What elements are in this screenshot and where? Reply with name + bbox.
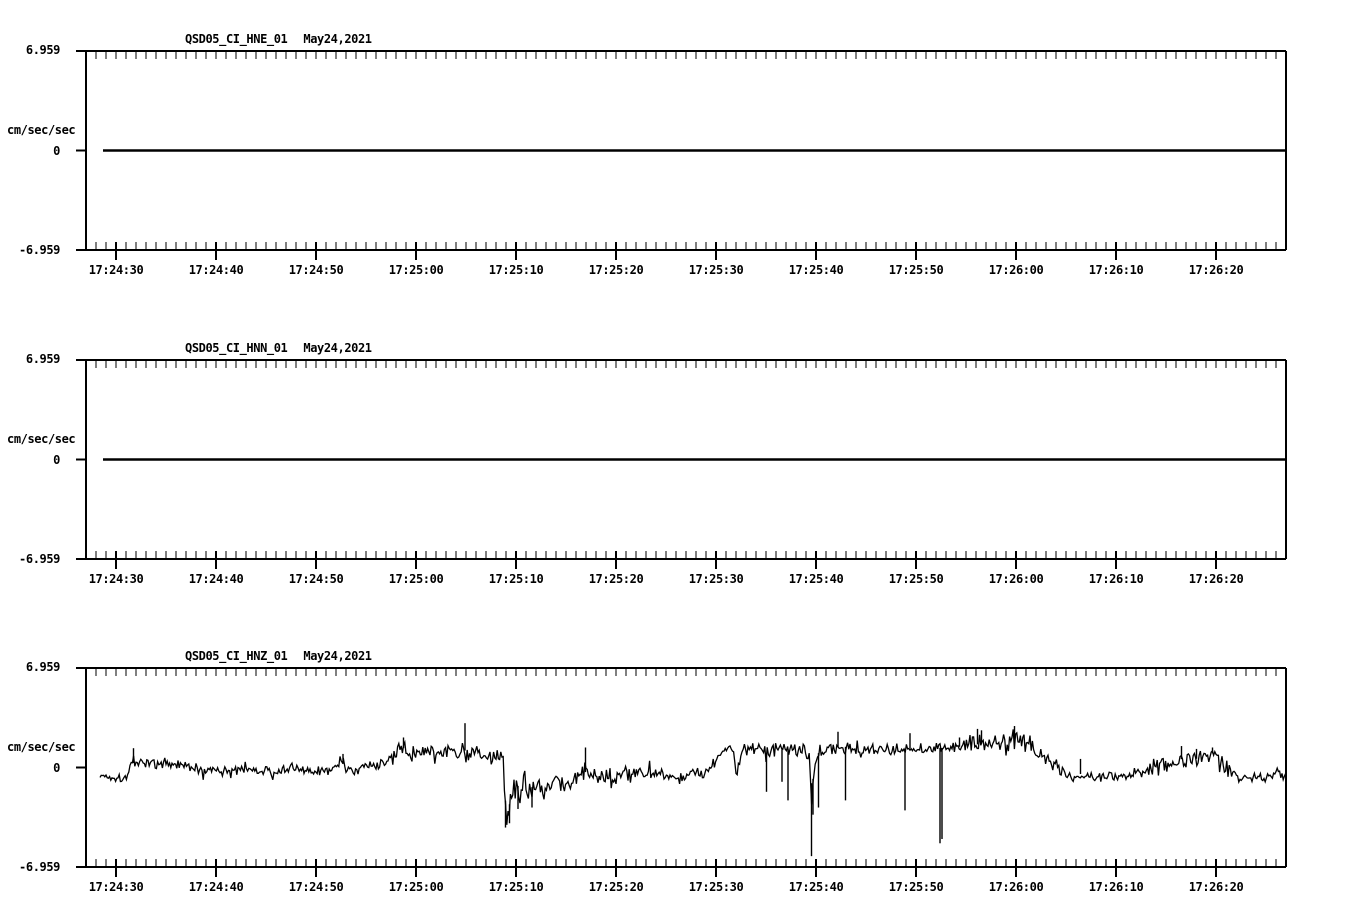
x-tick-label: 17:25:40 (788, 263, 844, 277)
x-tick-label: 17:26:00 (988, 263, 1044, 277)
panel-title (185, 649, 372, 663)
x-tick-label: 17:25:10 (488, 263, 544, 277)
y-tick-label-zero: 0 (53, 761, 60, 775)
x-tick-label: 17:24:40 (188, 880, 244, 894)
x-tick-label: 17:25:10 (488, 880, 544, 894)
panel-title-date: May24,2021 (303, 649, 372, 663)
x-tick-label: 17:25:50 (888, 263, 944, 277)
x-tick-label: 17:26:20 (1188, 263, 1244, 277)
x-tick-label: 17:25:10 (488, 572, 544, 586)
x-tick-label: 17:25:00 (388, 263, 444, 277)
x-tick-label: 17:26:00 (988, 572, 1044, 586)
x-axis-labels (0, 880, 1358, 896)
panel-title (185, 341, 372, 355)
panel-axes (76, 51, 1286, 260)
y-axis-unit: cm/sec/sec (7, 123, 76, 137)
y-tick-label-min: -6.959 (19, 243, 60, 257)
y-tick-label-max: 6.959 (25, 660, 60, 674)
x-tick-label: 17:26:10 (1088, 572, 1144, 586)
y-tick-label-max: 6.959 (25, 352, 60, 366)
y-tick-label-zero: 0 (53, 453, 60, 467)
x-tick-label: 17:25:30 (688, 572, 744, 586)
x-tick-label: 17:24:30 (88, 880, 144, 894)
x-tick-label: 17:26:20 (1188, 572, 1244, 586)
x-tick-label: 17:26:00 (988, 880, 1044, 894)
x-tick-label: 17:26:20 (1188, 880, 1244, 894)
panel-axes (76, 360, 1286, 569)
y-tick-label-min: -6.959 (19, 860, 60, 874)
x-tick-label: 17:25:40 (788, 572, 844, 586)
x-tick-label: 17:25:50 (888, 572, 944, 586)
x-tick-label: 17:25:50 (888, 880, 944, 894)
x-tick-label: 17:24:40 (188, 263, 244, 277)
x-tick-label: 17:25:20 (588, 572, 644, 586)
x-tick-label: 17:24:50 (288, 263, 344, 277)
x-tick-label: 17:25:20 (588, 263, 644, 277)
y-tick-label-max: 6.959 (25, 43, 60, 57)
waveform-trace (100, 723, 1286, 856)
y-axis-unit: cm/sec/sec (7, 740, 76, 754)
x-tick-label: 17:24:40 (188, 572, 244, 586)
x-axis-labels (0, 263, 1358, 279)
panel-title-station: QSD05_CI_HNE_01 (185, 32, 288, 46)
y-tick-label-zero: 0 (53, 144, 60, 158)
panel-title-station: QSD05_CI_HNN_01 (185, 341, 288, 355)
panel-title-date: May24,2021 (303, 341, 372, 355)
x-tick-label: 17:24:50 (288, 880, 344, 894)
y-tick-label-min: -6.959 (19, 552, 60, 566)
panel-title (185, 32, 372, 46)
x-tick-label: 17:24:30 (88, 572, 144, 586)
x-axis-labels (0, 572, 1358, 588)
panel-title-station: QSD05_CI_HNZ_01 (185, 649, 288, 663)
panel-title-date: May24,2021 (303, 32, 372, 46)
x-tick-label: 17:25:40 (788, 880, 844, 894)
x-tick-label: 17:26:10 (1088, 263, 1144, 277)
x-tick-label: 17:25:30 (688, 880, 744, 894)
x-tick-label: 17:25:20 (588, 880, 644, 894)
x-tick-label: 17:24:30 (88, 263, 144, 277)
x-tick-label: 17:26:10 (1088, 880, 1144, 894)
x-tick-label: 17:25:00 (388, 880, 444, 894)
y-axis-unit: cm/sec/sec (7, 432, 76, 446)
x-tick-label: 17:24:50 (288, 572, 344, 586)
x-tick-label: 17:25:30 (688, 263, 744, 277)
x-tick-label: 17:25:00 (388, 572, 444, 586)
